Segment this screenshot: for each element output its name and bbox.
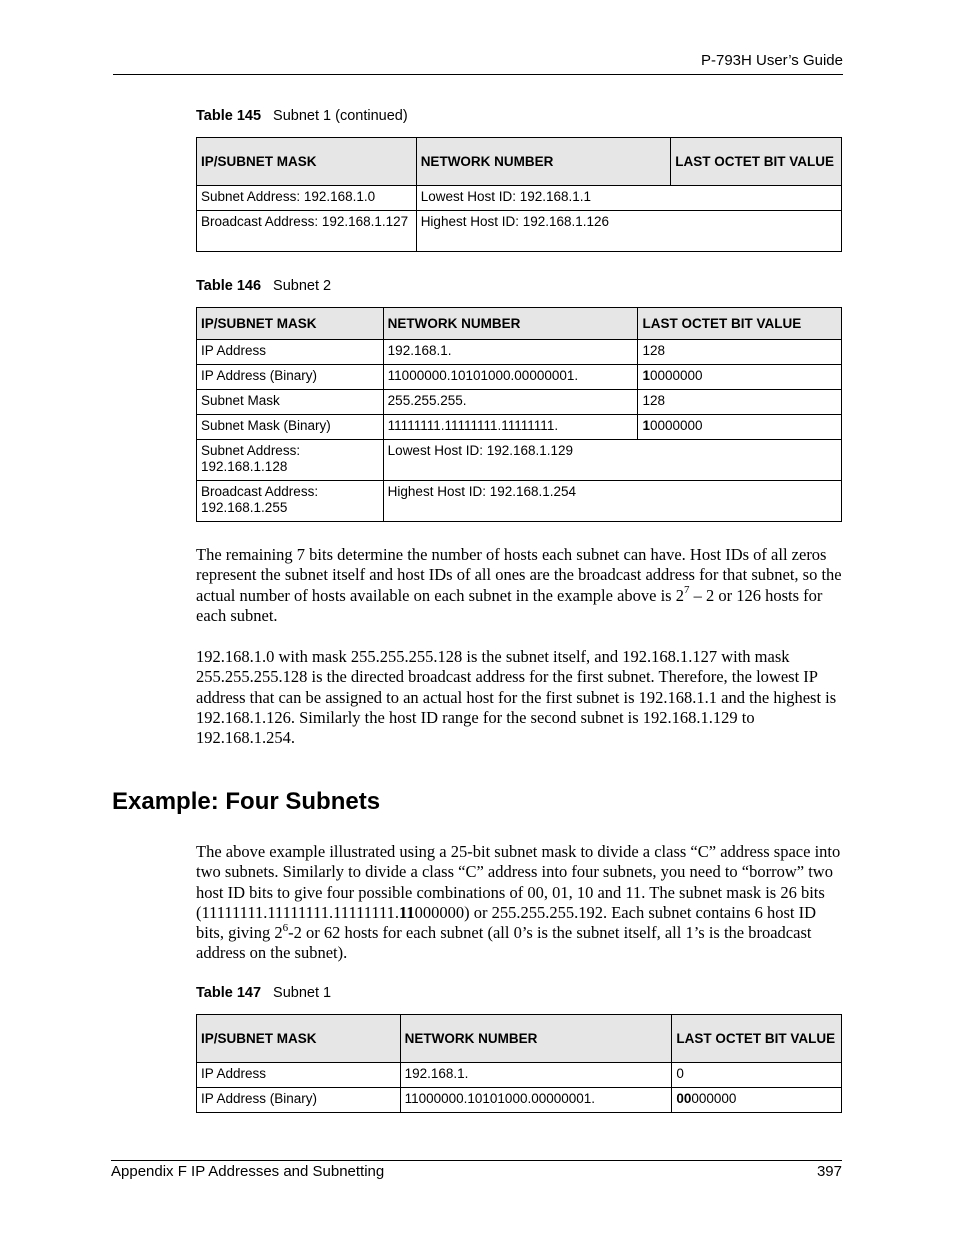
table-cell: Highest Host ID: 192.168.1.254: [383, 481, 841, 522]
footer-section-title: Appendix F IP Addresses and Subnetting: [111, 1163, 385, 1180]
column-header: LAST OCTET BIT VALUE: [671, 138, 842, 186]
table-cell: IP Address (Binary): [197, 1088, 401, 1113]
column-header: NETWORK NUMBER: [400, 1015, 672, 1063]
bold-bits: 00: [676, 1091, 692, 1106]
table-145-caption: [196, 108, 408, 124]
table-cell: Broadcast Address: 192.168.1.127: [197, 211, 417, 252]
table-row: [197, 481, 842, 522]
table-cell: [638, 415, 842, 440]
table-147: [196, 1014, 842, 1113]
table-row: [197, 390, 842, 415]
table-row: [197, 415, 842, 440]
table-row: [197, 1088, 842, 1113]
table-cell: [672, 1088, 842, 1113]
table-cell: 11111111.11111111.11111111.: [383, 415, 638, 440]
table-147-caption: [196, 985, 331, 1001]
table-cell: Broadcast Address: 192.168.1.255: [197, 481, 384, 522]
paragraph-hosts-per-subnet: [196, 545, 844, 626]
table-cell: Lowest Host ID: 192.168.1.1: [416, 186, 841, 211]
table-cell: 128: [638, 390, 842, 415]
paragraph-subnet-ranges: 192.168.1.0 with mask 255.255.255.128 is the subnet itself, and 192.168.1.127 with mask 255.255.255.128 is the directed broadcast address for the first subnet. Therefore, the lowest IP address that can be assigned to an actual host for the first subnet is 192.168.1.1 and the highest is 192.168.1.126. Similarly the host ID range for the second subnet is 192.168.1.129 to 192.168.1.254.: [196, 647, 837, 748]
table-cell: Subnet Address: 192.168.1.128: [197, 440, 384, 481]
table-number: Table 147: [196, 985, 262, 1001]
superscript: 6: [282, 921, 289, 934]
table-cell: 192.168.1.: [383, 340, 638, 365]
table-cell: 128: [638, 340, 842, 365]
paragraph-text: – 2 or 126 hosts for each subnet.: [196, 585, 823, 625]
table-cell: 11000000.10101000.00000001.: [383, 365, 638, 390]
bold-bits: 11: [399, 902, 415, 922]
table-header-row: [197, 1015, 842, 1063]
page-header: [113, 50, 843, 75]
table-146-caption: [196, 278, 331, 294]
table-cell: 0: [672, 1063, 842, 1088]
table-number: Table 146: [196, 278, 262, 294]
table-cell: 255.255.255.: [383, 390, 638, 415]
table-row: [197, 211, 842, 252]
bold-bits: 1: [642, 418, 650, 433]
table-header-row: [197, 308, 842, 340]
table-cell: Subnet Mask (Binary): [197, 415, 384, 440]
table-cell: Subnet Address: 192.168.1.0: [197, 186, 417, 211]
table-row: [197, 186, 842, 211]
table-cell: 192.168.1.: [400, 1063, 672, 1088]
paragraph-text: -2 or 62 hosts for each subnet (all 0’s is the subnet itself, all 1’s is the broadcast address on the subnet).: [196, 923, 812, 963]
bold-bits: 1: [642, 368, 650, 383]
table-cell: IP Address (Binary): [197, 365, 384, 390]
table-cell: Lowest Host ID: 192.168.1.129: [383, 440, 841, 481]
paragraph-text: 000000) or 255.255.255.192. Each subnet contains 6 host ID bits, giving 2: [196, 902, 817, 943]
table-title: Subnet 1 (continued): [273, 108, 408, 124]
table-cell: Subnet Mask: [197, 390, 384, 415]
column-header: NETWORK NUMBER: [416, 138, 671, 186]
table-row: [197, 340, 842, 365]
section-heading: Example: Four Subnets: [112, 788, 381, 815]
table-cell: Highest Host ID: 192.168.1.126: [416, 211, 841, 252]
table-cell: IP Address: [197, 340, 384, 365]
table-title: Subnet 2: [273, 278, 332, 294]
remaining-bits: 0000000: [649, 368, 703, 383]
header-title: P-793H User’s Guide: [700, 52, 843, 69]
page-number: 397: [816, 1163, 842, 1180]
superscript: 7: [683, 584, 690, 597]
remaining-bits: 000000: [691, 1091, 737, 1106]
table-146: [196, 307, 842, 522]
remaining-bits: 0000000: [649, 418, 703, 433]
paragraph-text: The remaining 7 bits determine the number of hosts each subnet can have. Host IDs of all zeros represent the subnet itself and host IDs of all ones are the broadcast address for that subnet, so the actual number of hosts available on each subnet in the example above is 2: [196, 545, 842, 605]
column-header: LAST OCTET BIT VALUE: [672, 1015, 842, 1063]
table-number: Table 145: [196, 108, 262, 124]
paragraph-text: The above example illustrated using a 25-bit subnet mask to divide a class “C” address space into two subnets. Similarly to divide a class “C” address into four subnets, you need to “borrow” two host ID bits to give four possible combinations of 00, 01, 10 and 11. The subnet mask is 26 bits (11111111.11111111.11111111.: [196, 842, 841, 922]
table-header-row: [197, 138, 842, 186]
paragraph-four-subnets: [196, 842, 844, 964]
column-header: IP/SUBNET MASK: [197, 138, 417, 186]
column-header: IP/SUBNET MASK: [197, 1015, 401, 1063]
page-footer: [111, 1160, 842, 1183]
column-header: NETWORK NUMBER: [383, 308, 638, 340]
table-cell: 11000000.10101000.00000001.: [400, 1088, 672, 1113]
table-row: [197, 440, 842, 481]
table-title: Subnet 1: [273, 985, 332, 1001]
table-row: [197, 1063, 842, 1088]
table-cell: IP Address: [197, 1063, 401, 1088]
table-cell: [638, 365, 842, 390]
column-header: IP/SUBNET MASK: [197, 308, 384, 340]
column-header: LAST OCTET BIT VALUE: [638, 308, 842, 340]
table-145: [196, 137, 842, 252]
table-row: [197, 365, 842, 390]
